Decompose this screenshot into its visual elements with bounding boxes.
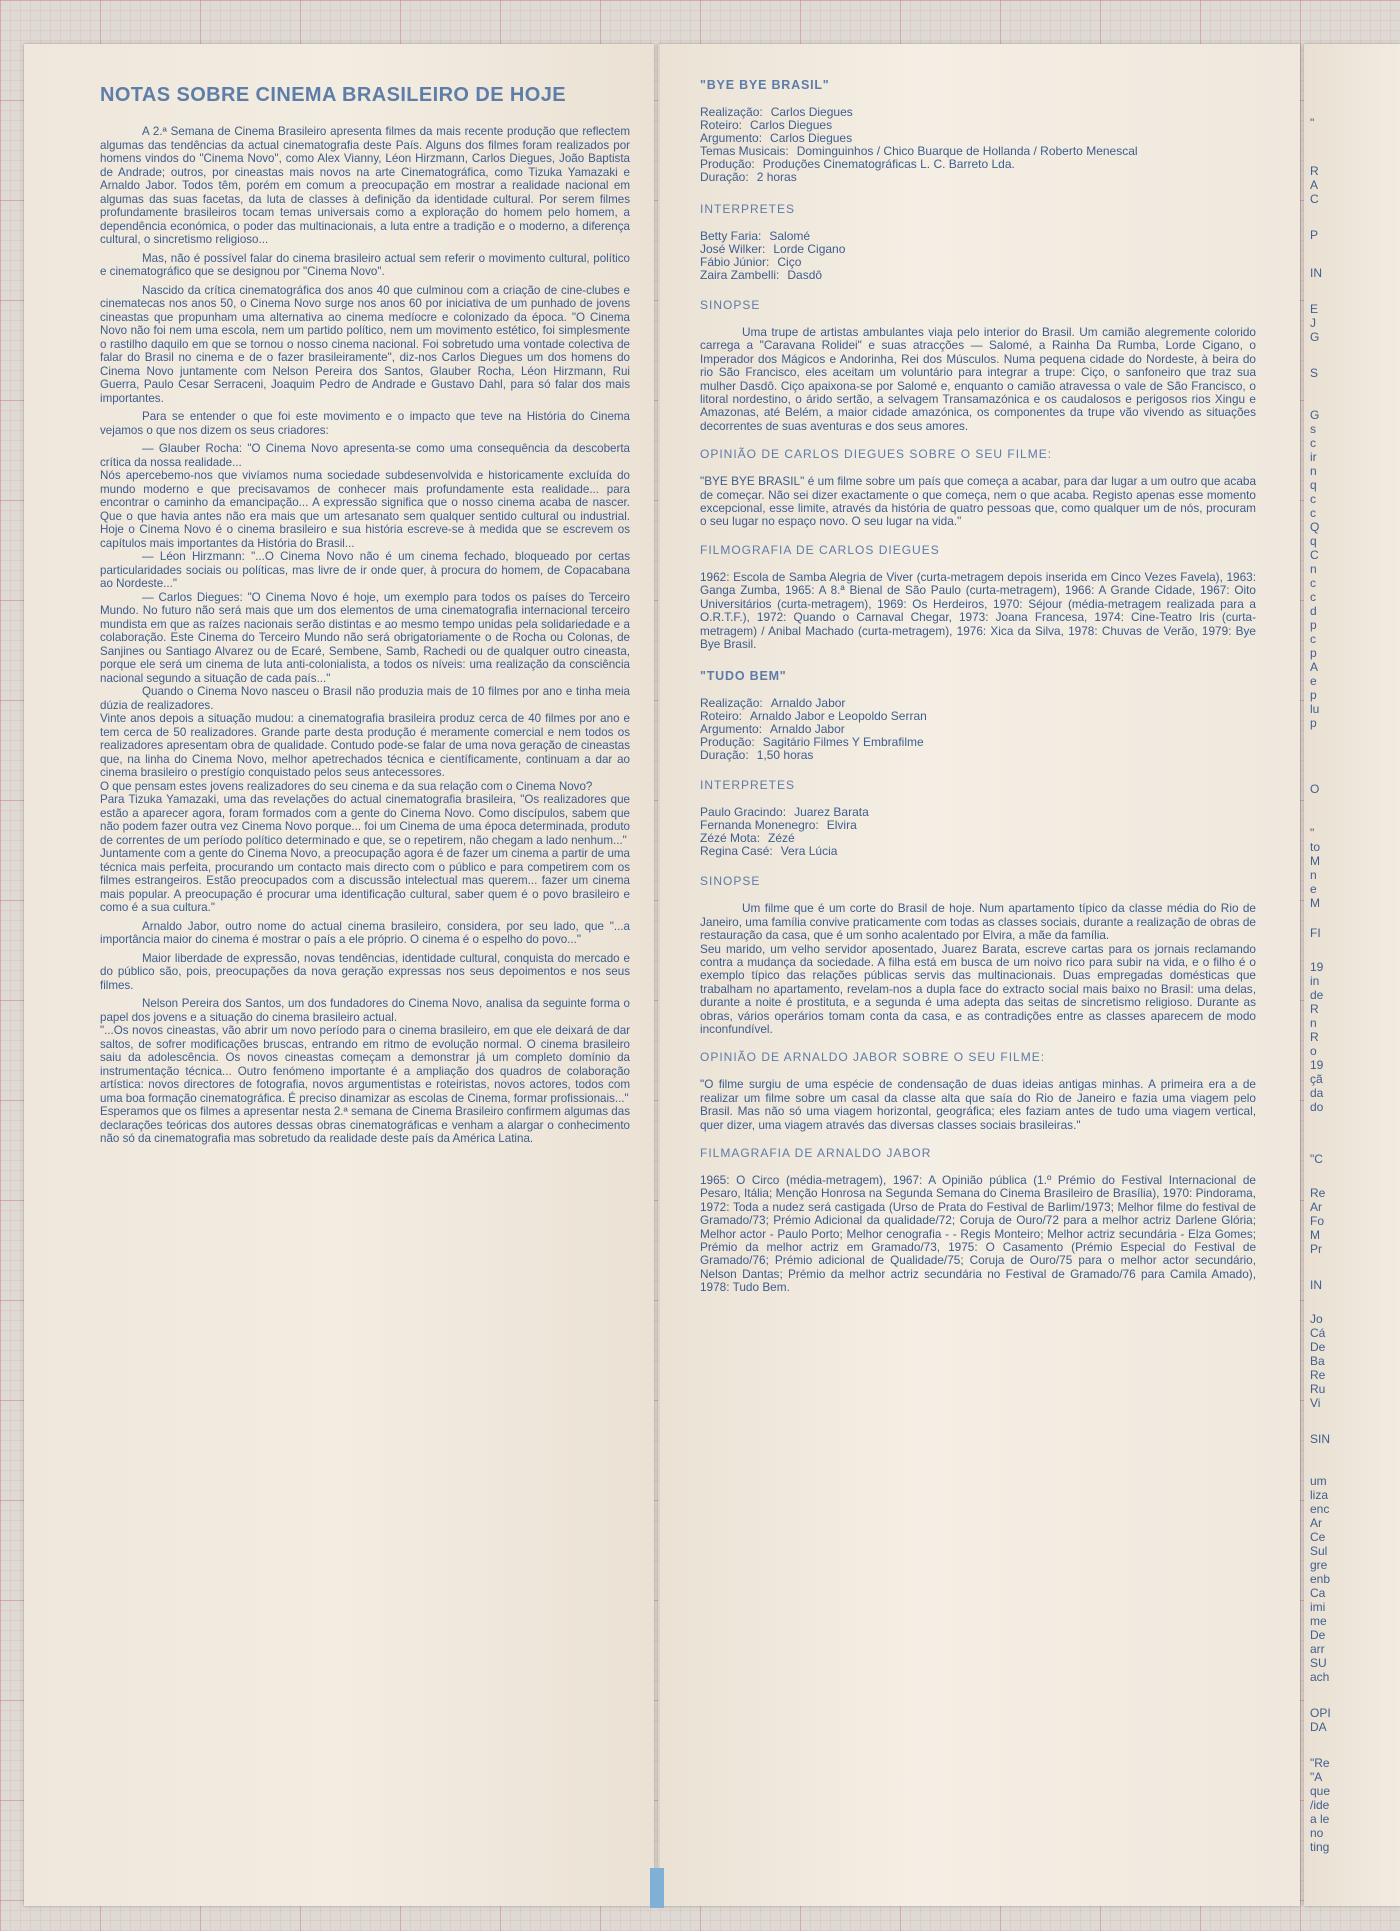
- cut-off-fragment: 19: [1310, 960, 1324, 974]
- left-leaf: [24, 44, 654, 1906]
- cut-off-fragment: IN: [1310, 1278, 1322, 1292]
- opinion-text: "BYE BYE BRASIL" é um filme sobre um país que começa a acabar, para dar lugar a um outro que acaba de começar. Não sei dizer exactamente o que começa, nem o que acaba. Registo apenas esse momento excepcional, esse limite, através da história de quatro pessoas que, como qualquer um de nós, procuram o seu lugar no espaço novo. O seu lugar na vida.": [700, 474, 1256, 529]
- cut-off-fragment: enc: [1310, 1502, 1330, 1516]
- film-title: "BYE BYE BRASIL": [700, 78, 830, 92]
- article-paragraph: "...Os novos cineastas, vão abrir um novo período para o cinema brasileiro, em que ele deixará de dar saltos, de sofrer modificações bruscas, entrando em ritmo de evolução normal. O cinema brasileiro saiu da adolescência. Os novos cineastas começam a demonstrar já um completo domínio da instrumentação técnica... Outro fenómeno importante é a ampliação dos quadros de colaboração artística: novos directores de fotografia, novos argumentistas e roteiristas, novos actores, todos com uma boa formação cinematográfica. É preciso dinamizar as escolas de Cinema, formar profissionais...": [100, 1024, 630, 1105]
- cut-off-fragment: n: [1310, 1016, 1317, 1030]
- credit-value: Sagitário Filmes Y Embrafilme: [762, 735, 924, 750]
- cast-heading: INTERPRETES: [700, 202, 796, 216]
- cut-off-fragment: M: [1310, 854, 1320, 868]
- article-paragraph: O que pensam estes jovens realizadores do seu cinema e da sua relação com o Cinema Novo?: [100, 779, 593, 793]
- credit-row: [700, 845, 1256, 858]
- film-tudo-bem: [700, 669, 1256, 1294]
- credit-row: [700, 749, 1256, 762]
- cut-off-fragment: ting: [1310, 1840, 1330, 1854]
- cut-off-fragment: 19: [1310, 1058, 1324, 1072]
- cut-off-fragment: arr: [1310, 1642, 1325, 1656]
- credit-label: Realização:: [700, 696, 763, 711]
- cut-off-fragment: Jo: [1310, 1312, 1323, 1326]
- synopsis-heading: SINOPSE: [700, 874, 761, 889]
- cast-list: [700, 806, 1256, 858]
- article-paragraph: — Glauber Rocha: "O Cinema Novo apresenta-se como uma consequência da descoberta crítica da nossa realidade...: [100, 442, 630, 469]
- cut-off-fragment: gre: [1310, 1558, 1328, 1572]
- cut-off-fragment: s: [1310, 422, 1316, 436]
- cut-off-fragment: c: [1310, 492, 1316, 506]
- cast-list: [700, 230, 1256, 282]
- cut-off-fragment: De: [1310, 1340, 1326, 1354]
- article-paragraph: Para se entender o que foi este movimento e o impacto que teve na História do Cinema vejamos o que nos dizem os seus criadores:: [100, 410, 630, 437]
- cut-off-fragment: p: [1310, 618, 1317, 632]
- cut-off-fragment: SIN: [1310, 1432, 1331, 1446]
- article-paragraph: A 2.ª Semana de Cinema Brasileiro apresenta filmes da mais recente produção que reflectem algumas das tendências da actual cinematografia deste País. Alguns dos filmes foram realizados por homens vindos do "Cinema Novo", como Alex Vianny, Léon Hirzmann, Carlos Diegues, João Baptista de Andrade; outros, por cineastas mais novos na arte Cinematográfica, como Tizuka Yamazaki e Arnaldo Jabor. Todos têm, porém em comum a preocupação em mostrar a realidade nacional em algumas das suas facetas, da luta de classes à definição da identidade cultural. Por serem filmes profundamente brasileiros tocam temas universais como a exploração do homem pelo homem, a dependência económica, o poder das multinacionais, a luta entre a tradição e o moderno, a diferença cultural, o sincretismo religioso...: [100, 125, 630, 246]
- films-section: [700, 78, 1256, 1295]
- cut-off-fragment: lu: [1310, 702, 1320, 716]
- credit-label: Paulo Gracindo:: [700, 805, 787, 820]
- credit-value: Arnaldo Jabor e Leopoldo Serran: [750, 709, 927, 724]
- cut-off-fragment: G: [1310, 330, 1320, 344]
- cut-off-fragment: Ba: [1310, 1354, 1325, 1368]
- cut-off-fragment: a le: [1310, 1812, 1330, 1826]
- cut-off-fragment: P: [1310, 228, 1319, 242]
- credit-label: Realização:: [700, 105, 763, 119]
- cut-off-fragment: q: [1310, 478, 1317, 492]
- credit-value: Produções Cinematográficas L. C. Barreto Lda.: [762, 157, 1015, 171]
- cut-off-fragment: p: [1310, 716, 1317, 730]
- cut-off-fragment: çã: [1310, 1072, 1323, 1086]
- cut-off-fragment: um: [1310, 1474, 1327, 1488]
- cut-off-fragment: c: [1310, 436, 1316, 450]
- cut-off-fragment: imi: [1310, 1600, 1326, 1614]
- cut-off-fragment: R: [1310, 1002, 1319, 1016]
- article-paragraph: Quando o Cinema Novo nasceu o Brasil não produzia mais de 10 filmes por ano e tinha meia dúzia de realizadores.: [100, 685, 630, 712]
- cut-off-fragment: "Re: [1310, 1756, 1330, 1770]
- article-paragraph: Para Tizuka Yamazaki, uma das revelações do actual cinematografia brasileira, "Os realizadores que estão a aparecer agora, foram formados com a gente do Cinema Novo. Como discípulos, sabem que não podem fazer outra vez Cinema Novo porque... foi um Cinema de uma época determinada, produto de correntes de um período político determinado e que, se o repetirem, não chegam a lado nenhum...": [100, 793, 630, 847]
- notes-article: [100, 84, 630, 1146]
- cut-off-fragment: o: [1310, 1044, 1317, 1058]
- filmography-heading: FILMOGRAFIA DE CARLOS DIEGUES: [700, 542, 940, 557]
- cut-off-fragment: q: [1310, 534, 1317, 548]
- cut-off-fragment: d: [1310, 604, 1317, 618]
- cut-off-fragment: /ide: [1310, 1798, 1330, 1812]
- cut-off-fragment: ": [1310, 116, 1315, 130]
- cut-off-fragment: IN: [1310, 266, 1322, 280]
- article-paragraph: — Carlos Diegues: "O Cinema Novo é hoje, um exemplo para todos os países do Terceiro Mundo. No futuro não será mais que um dos elementos de uma cinematografia internacional terceiro mundista em que as raízes nacionais serão distintas e ao mesmo tempo unidas pela solidariedade e a colaboração. Este Cinema do Terceiro Mundo não será obrigatoriamente o de Rocha ou Colonas, de Sanjines ou Santiago Alvarez ou de Ecaré, Sembene, Samb, Rachedi ou de qualquer outro cineasta, porque ele será um cinema de luta anti-colonialista, a todos os níveis: uma realização da consciência nacional segundo a situação de cada país...": [100, 590, 630, 685]
- cut-off-fragment: n: [1310, 562, 1317, 576]
- cut-off-fragment: c: [1310, 632, 1316, 646]
- cut-off-fragment: in: [1310, 974, 1320, 988]
- credit-label: José Wilker:: [700, 242, 766, 256]
- credit-row: [700, 256, 1256, 269]
- cut-off-fragment: p: [1310, 688, 1317, 702]
- cut-off-fragment: De: [1310, 1628, 1326, 1642]
- credit-value: Juarez Barata: [794, 805, 869, 820]
- film-title: "TUDO BEM": [700, 669, 787, 684]
- cut-off-fragment: "C: [1310, 1152, 1323, 1166]
- film-bye-bye-brasil: [700, 78, 1256, 651]
- fold-line: [658, 44, 660, 1906]
- cut-off-fragment: C: [1310, 192, 1319, 206]
- article-paragraph: Mas, não é possível falar do cinema brasileiro actual sem referir o movimento cultural, político e cinematográfico que se designou por "Cinema Novo".: [100, 251, 630, 278]
- credit-label: Duração:: [700, 170, 749, 184]
- cut-off-fragment: da: [1310, 1086, 1324, 1100]
- filmography-text: 1965: O Circo (média-metragem), 1967: A Opinião pública (1.º Prémio do Festival Internacional de Pesaro, Itália; Menção Honrosa na Segunda Semana do Cinema Brasileiro de Brasília), 1970: Pindorama, 1972: Toda a nudez será castigada (Urso de Prata do Festival de Barlim/1973; Melhor filme do festival de Gramado/73; Prémio Adicional da qualidade/72; Coruja de Ouro/72 para a melhor actriz Darlene Glória; Melhor actor - Paulo Porto; Melhor cenografia - - Regis Monteiro; Melhor actriz secundária - Elza Gomes; Prémio da melhor actriz em Gramado/73, 1975: O Casamento (Prémio Especial do Festival de Gramado/76; Prémio adicional de Qualidade/75; Coruja de Ouro/75 para o melhor actor secundário, Nelson Dantas; Prémio da melhor actriz secundária no Festival de Gramado/76 para Camila Amado), 1978: Tudo Bem.: [700, 1173, 1256, 1295]
- middle-leaf: [658, 44, 1300, 1906]
- cut-off-fragment: SU: [1310, 1656, 1327, 1670]
- article-paragraph: Nascido da crítica cinematográfica dos anos 40 que culminou com a criação de cine-clubes e cinematecas nos anos 50, o Cinema Novo surge nos anos 60 por iniciativa de um punhado de jovens cineastas que propunham uma alternativa ao cinema medíocre e colonizado da época. "O Cinema Novo não foi nem uma escola, nem um partido político, nem um movimento estético, foi simplesmente o rastilho daquilo em que se tornou o nosso cinema nacional. Foi sobretudo uma vontade colectiva de falar do Brasil no cinema e de o fazer brasileiramente", diz-nos Carlos Diegues um dos homens do Cinema Novo juntamente com Nelson Pereira dos Santos, Glauber Rocha, Léon Hirzmann, Rui Guerra, Paulo Cesar Serraceni, Joaquim Pedro de Andrade e Gustavo Dahl, para só falar dos mais importantes.: [100, 283, 630, 405]
- cut-off-fragment: ir: [1310, 450, 1317, 464]
- credit-value: Vera Lúcia: [780, 844, 838, 859]
- credit-value: Dominguinhos / Chico Buarque de Hollanda / Roberto Menescal: [796, 144, 1138, 158]
- cut-off-fragment: S: [1310, 366, 1319, 380]
- cut-off-fragment: e: [1310, 674, 1317, 688]
- article-paragraph: Nós apercebemo-nos que vivíamos numa sociedade subdesenvolvida e historicamente excluída do mundo moderno e que precisavamos de conhecer mais profundamente esta realidade... para encontrar o caminho da emancipação... A expressão significa que o nosso cinema acaba de nascer. Que o que havia antes não era mais que um artesanato sem qualquer sentido cultural ou industrial. Hoje o Cinema Novo é o cinema brasileiro e sua história escreve-se à medida que se escrevem os capítulos mais importantes da História do Brasil...: [100, 469, 630, 550]
- blue-tape: [650, 1868, 664, 1908]
- cut-off-fragment: Re: [1310, 1186, 1326, 1200]
- cut-off-fragment: Fo: [1310, 1214, 1325, 1228]
- credit-value: Zézé: [768, 831, 795, 846]
- cut-off-fragment: Pr: [1310, 1242, 1322, 1256]
- article-paragraph: Esperamos que os filmes a apresentar nesta 2.ª semana de Cinema Brasileiro confirmem algumas das declarações teóricas dos autores dessas obras cinematográficas e venham a alargar o conhecimento não só da cinematografia mas sobretudo da realidade deste país da América Latina.: [100, 1105, 630, 1145]
- cut-off-fragment: me: [1310, 1614, 1327, 1628]
- cut-off-fragment: n: [1310, 464, 1317, 478]
- article-paragraph: Vinte anos depois a situação mudou: a cinematografia brasileira produz cerca de 40 filmes por ano e tem cerca de 50 realizadores. Grande parte desta produção é meramente comercial e nem todos os realizadores apresentam obra de qualidade. Contudo pode-se falar de uma nova geração de cineastas que, na linha do Cinema Novo, melhor apetrechados técnica e científicamente, continuam a dar ao cinema brasileiro o prestígio conquistado pelos seus antecessores.: [100, 712, 630, 779]
- cut-off-fragment: M: [1310, 896, 1320, 910]
- cut-off-fragment: c: [1310, 576, 1316, 590]
- cut-off-fragment: Ce: [1310, 1530, 1326, 1544]
- credit-label: Duração:: [700, 748, 749, 763]
- cut-off-fragment: de: [1310, 988, 1324, 1002]
- credit-label: Betty Faria:: [700, 229, 762, 243]
- cut-off-fragment: Ca: [1310, 1586, 1326, 1600]
- cut-off-fragment: R: [1310, 164, 1319, 178]
- cut-off-fragment: n: [1310, 868, 1317, 882]
- article-paragraph: Nelson Pereira dos Santos, um dos fundadores do Cinema Novo, analisa da seguinte forma o papel dos jovens e a situação do cinema brasileiro actual.: [100, 997, 630, 1024]
- credit-value: 1,50 horas: [756, 748, 814, 763]
- synopsis-text: Um filme que é um corte do Brasil de hoje. Num apartamento típico da classe média do Rio de Janeiro, uma família convive praticamente com todas as classes sociais, durante a realização de obras de restauração da casa, que é um sonho acalentado por Elvira, a mãe da família.: [700, 901, 1256, 943]
- credit-value: Lorde Cigano: [773, 242, 846, 256]
- credit-label: Fábio Júnior:: [700, 255, 770, 269]
- credit-value: Dasdô: [787, 268, 823, 282]
- cut-off-fragment: Ru: [1310, 1382, 1326, 1396]
- cut-off-fragment: R: [1310, 1030, 1319, 1044]
- cut-off-fragment: p: [1310, 646, 1317, 660]
- cut-off-fragment: ach: [1310, 1670, 1330, 1684]
- credit-label: Zaira Zambelli:: [700, 268, 780, 282]
- opinion-heading: OPINIÃO DE ARNALDO JABOR SOBRE O SEU FILME:: [700, 1050, 1046, 1065]
- credit-label: Roteiro:: [700, 118, 743, 132]
- credit-value: Ciço: [777, 255, 802, 269]
- cut-off-fragment: Ar: [1310, 1516, 1322, 1530]
- synopsis-text: Uma trupe de artistas ambulantes viaja pelo interior do Brasil. Um camião alegremente colorido carrega a "Caravana Rolidei" e suas atracções — Salomé, a Rainha Da Rumba, Lorde Cigano, o Imperador dos Mágicos e Andorinha, Rei dos Músculos. Numa pequena cidade do Nordeste, à beira do rio São Francisco, eles aceitam um voluntário para integrar a trupe: Ciço, o sanfoneiro que traz sua mulher Dasdô. Ciço apaixona-se por Salomé e, enquanto o camião atravessa o vale de São Francisco, o litoral nordestino, o árido sertão, a selvagem Transamazónica e os caudalosos e perigosos rios Xingu e Amazonas, até Belém, a maior cidade amazónica, os componentes da trupe vão vivendo as situações decorrentes de suas aventuras e dos seus amores.: [700, 325, 1256, 433]
- cut-off-fragment: to: [1310, 840, 1321, 854]
- credit-label: Produção:: [700, 157, 755, 171]
- synopsis-text: Seu marido, um velho servidor aposentado, Juarez Barata, escreve cartas para os jornais reclamando contra a mudança da sociedade. A filha está em busca de um noivo rico para subir na vida, e o filho é o exemplo típico das relações públicas servis das multinacionais. Duas empregadas domésticas que trabalham no apartamento, revelam-nos a dupla face do extracto social mais baixo no Brasil: uma delas, durante a noite é prostituta, e a segunda é uma adepta das seitas de sincretismo religioso. Durante as obras, vários operários tomam conta da casa, e as contradições entre as classes aparecem de modo inconfundível.: [700, 941, 1256, 1036]
- article-paragraph: Arnaldo Jabor, outro nome do actual cinema brasileiro, considera, por seu lado, que "...a importância maior do cinema é mostrar o país a ele próprio. O cinema é o espelho do povo...": [100, 919, 630, 946]
- cut-off-fragment: no: [1310, 1826, 1324, 1840]
- credit-label: Argumento:: [700, 722, 763, 737]
- cut-off-fragment: A: [1310, 178, 1319, 192]
- credit-value: Elvira: [826, 818, 857, 833]
- credit-value: 2 horas: [756, 170, 797, 184]
- credit-label: Zézé Mota:: [700, 831, 761, 846]
- credits-list: [700, 106, 1256, 184]
- cut-off-fragment: G: [1310, 408, 1320, 422]
- cast-heading: INTERPRETES: [700, 778, 796, 793]
- credit-row: [700, 171, 1256, 184]
- credit-value: Carlos Diegues: [770, 105, 853, 119]
- credit-value: Carlos Diegues: [750, 118, 833, 132]
- cut-off-fragment: e: [1310, 882, 1317, 896]
- cut-off-fragment: ": [1310, 826, 1315, 840]
- article-title: NOTAS SOBRE CINEMA BRASILEIRO DE HOJE: [100, 84, 566, 106]
- credit-value: Carlos Diegues: [770, 131, 853, 145]
- filmography-heading: FILMAGRAFIA DE ARNALDO JABOR: [700, 1146, 932, 1160]
- credit-label: Temas Musicais:: [700, 144, 789, 158]
- cut-off-fragment: "A: [1310, 1770, 1323, 1784]
- opinion-text: "O filme surgiu de uma espécie de condensação de duas ideias antigas minhas. A primeira era a de realizar um filme sobre um casal da classe alta que saía do Rio de Janeiro e fazia uma viagem pelo Brasil. Mas não só uma viagem horizontal, geográfica; eles faziam antes de tudo uma viagem vertical, quer dizer, uma viagem através das diversas classes sociais brasileiras.": [700, 1077, 1256, 1132]
- cut-off-fragment: enb: [1310, 1572, 1331, 1586]
- credit-label: Argumento:: [700, 131, 763, 145]
- cut-off-fragment: que: [1310, 1784, 1331, 1798]
- credit-label: Regina Casé:: [700, 844, 773, 859]
- article-paragraph: — Léon Hirzmann: "...O Cinema Novo não é um cinema fechado, bloqueado por certas particularidades sociais ou políticas, mas livre de ir onde quer, à procura do homem, de Copacabana ao Nordeste...": [100, 550, 630, 590]
- credits-list: [700, 697, 1256, 762]
- credit-value: Arnaldo Jabor: [770, 722, 845, 737]
- cut-off-fragment: Sul: [1310, 1544, 1328, 1558]
- cut-off-fragment: Q: [1310, 520, 1320, 534]
- cut-off-fragment: c: [1310, 506, 1316, 520]
- cut-off-fragment: C: [1310, 548, 1319, 562]
- article-paragraph: Maior liberdade de expressão, novas tendências, identidade cultural, conquista do mercado e do público são, pois, preocupações da nova geração expressas nos seus depoimentos e nos seus filmes.: [100, 951, 630, 992]
- right-leaf-partial: [1304, 44, 1400, 1906]
- cut-off-fragment: Re: [1310, 1368, 1326, 1382]
- credit-label: Roteiro:: [700, 709, 743, 724]
- cut-off-fragment: liza: [1310, 1488, 1329, 1502]
- credit-value: Arnaldo Jabor: [770, 696, 846, 711]
- cut-off-fragment: E: [1310, 302, 1319, 316]
- cut-off-fragment: do: [1310, 1100, 1324, 1114]
- synopsis-heading: SINOPSE: [700, 298, 761, 312]
- credit-value: Salomé: [769, 229, 811, 243]
- cut-off-fragment: O: [1310, 782, 1320, 796]
- cut-off-fragment: A: [1310, 660, 1319, 674]
- cut-off-fragment: Vi: [1310, 1396, 1321, 1410]
- credit-label: Fernanda Monenegro:: [700, 818, 819, 833]
- filmography-text: 1962: Escola de Samba Alegria de Viver (curta-metragem depois inserida em Cinco Vezes Favela), 1963: Ganga Zumba, 1965: A 8.ª Bienal de São Paulo (curta-metragem), 1966: A Grande Cidade, 1967: Oito Universitários (curta-metragem), 1969: Os Herdeiros, 1970: Séjour (média-metragem realizada para a O.R.T.F.), 1972: Quando o Carnaval Chegar, 1973: Joana Francesa, 1974: Cine-Teatro Iris (curta-metragem) / Anibal Machado (curta-metragem), 1976: Xica da Silva, 1978: Chuvas de Verão, 1979: Bye Bye Brasil.: [700, 569, 1256, 651]
- cut-off-fragment: DA: [1310, 1720, 1327, 1734]
- cut-off-fragment: c: [1310, 590, 1316, 604]
- cut-off-fragment: Cá: [1310, 1326, 1326, 1340]
- article-paragraph: Juntamente com a gente do Cinema Novo, a preocupação agora é de fazer um cinema a partir de uma técnica mais perfeita, procurando um contacto mais directo com o público e para competirem com os filmes estrangeiros. Estão preocupados com a discussão intelectual mas querem... fazer um cinema mais popular. A preocupação é procurar uma identificação cultural, saber quem é o povo brasileiro e como é a sua cultura.": [100, 847, 630, 914]
- credit-row: [700, 269, 1256, 282]
- credit-label: Produção:: [700, 735, 755, 750]
- cut-off-fragment: Ar: [1310, 1200, 1322, 1214]
- cut-off-fragment: M: [1310, 1228, 1320, 1242]
- cut-off-fragment: J: [1310, 316, 1316, 330]
- opinion-heading: OPINIÃO DE CARLOS DIEGUES SOBRE O SEU FILME:: [700, 447, 1053, 462]
- article-body: [100, 125, 630, 1146]
- cut-off-fragment: OPI: [1310, 1706, 1331, 1720]
- cut-off-fragment: FI: [1310, 926, 1321, 940]
